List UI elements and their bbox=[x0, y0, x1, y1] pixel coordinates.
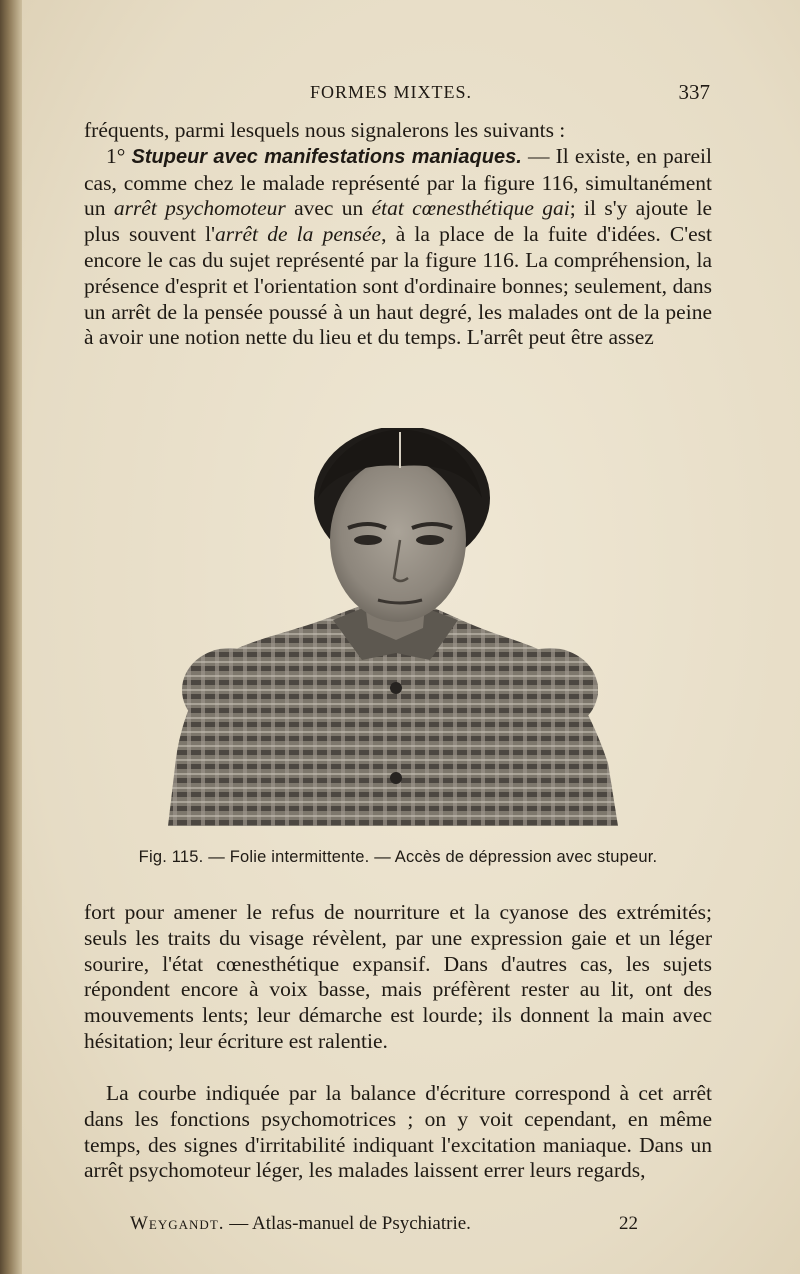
body-text-bottom bbox=[84, 900, 712, 1055]
text-line: fréquents, parmi lesquels nous signalerons les suivants : bbox=[84, 118, 566, 142]
page-number: 337 bbox=[678, 80, 710, 104]
footer-book-title: Atlas-manuel de Psychiatrie. bbox=[251, 1213, 471, 1234]
portrait-illustration bbox=[168, 428, 620, 828]
text-run: , à la place de la fuite d'idées. C'est encore le cas du sujet représenté par la figure 116. La compréhension, la présence d'esprit et l'orientation sont d'ordinaire bonnes; seulement, dans un arrêt de la pensée poussé à un haut degré, les malades ont de la peine à avoir une notion nette du lieu et du temps. L'arrêt peut être assez bbox=[84, 222, 712, 350]
book-binding-edge bbox=[0, 0, 22, 1274]
text-run: ; il s'y ajoute le plus souvent l' bbox=[84, 196, 712, 247]
portrait-photograph bbox=[168, 428, 620, 828]
item-number: 1° bbox=[106, 143, 126, 168]
running-title: FORMES MIXTES. bbox=[310, 82, 473, 102]
text-run: — Il existe, en pareil cas, comme chez le malade représenté par la figure 116, simultanément un bbox=[84, 143, 712, 221]
emphasis-text: état cœnesthétique gai bbox=[371, 196, 570, 221]
item-title: Stupeur avec manifestations maniaques. bbox=[131, 145, 522, 168]
emphasis-text: arrêt psychomoteur bbox=[113, 196, 286, 221]
body-text-paragraph bbox=[84, 1081, 712, 1184]
emphasis-text: arrêt de la pensée bbox=[214, 222, 382, 247]
body-text-top bbox=[84, 118, 712, 351]
signature-mark: 22 bbox=[619, 1213, 638, 1234]
footer-author: Weygandt. bbox=[130, 1213, 225, 1234]
page-footer bbox=[130, 1213, 650, 1235]
paragraph: fort pour amener le refus de nourriture et la cyanose des extrémités; seuls les traits du visage révèlent, par une expression gaie et un léger sourire, l'état cœnesthétique expansif. Dans d'autres cas, les sujets répondent encore à voix basse, mais préfèrent rester au lit, ont des mouvements lents; leur démarche est lourde; ils donnent la main avec hésitation; leur écriture est ralentie. bbox=[84, 900, 712, 1053]
text-run: avec un bbox=[285, 196, 372, 221]
figure-caption: Fig. 115. — Folie intermittente. — Accès de dépression avec stupeur. bbox=[138, 848, 658, 866]
footer-dash: — bbox=[224, 1213, 252, 1234]
paragraph: La courbe indiquée par la balance d'écriture correspond à cet arrêt dans les fonctions psychomotrices ; on y voit cependant, en même temps, des signes d'irritabilité indiquant l'excitation maniaque. Dans un arrêt psychomoteur léger, les malades laissent errer leurs regards, bbox=[84, 1081, 712, 1183]
